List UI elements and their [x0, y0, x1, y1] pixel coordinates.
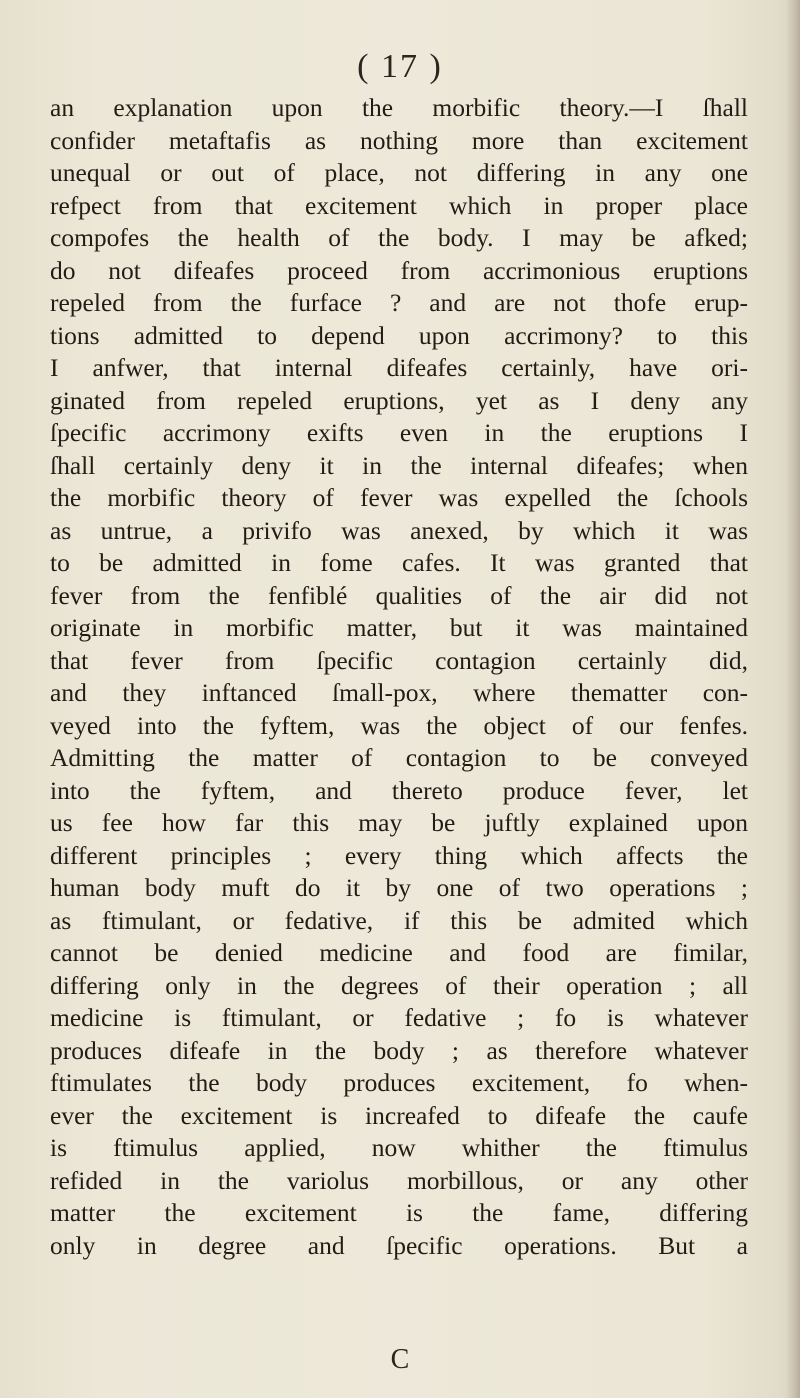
text-line: compofes the health of the body. I may be afked; — [50, 223, 748, 252]
page-edge-shadow — [786, 0, 800, 1398]
text-line: originate in morbific matter, but it was maintained — [50, 613, 748, 642]
text-line: repeled from the furface ? and are not thofe erup- — [50, 288, 748, 317]
text-line: veyed into the fyftem, was the object of our fenfes. — [50, 710, 748, 740]
text-line: into the fyftem, and thereto produce fever, let — [50, 775, 748, 805]
text-line: matter the excitement is the fame, differing — [50, 1198, 748, 1227]
text-line: only in degree and ſpecific operations. But a — [50, 1230, 748, 1260]
signature-mark: C — [390, 1344, 410, 1375]
text-line: Admitting the matter of contagion to be conveyed — [50, 743, 748, 772]
text-line: and they inftanced ſmall-pox, where thematter con- — [50, 678, 748, 707]
text-line: ever the excitement is increafed to difeafe the caufe — [50, 1100, 748, 1130]
text-line: unequal or out of place, not differing in any one — [50, 158, 748, 187]
body-text — [50, 92, 748, 1262]
text-line: as ftimulant, or fedative, if this be admited which — [50, 905, 748, 935]
text-line: medicine is ftimulant, or fedative ; fo is whatever — [50, 1003, 748, 1032]
text-line: I anfwer, that internal difeafes certainly, have ori- — [50, 353, 748, 382]
text-line: the morbific theory of fever was expelled the ſchools — [50, 483, 748, 512]
text-line: different principles ; every thing which affects the — [50, 840, 748, 870]
text-line: cannot be denied medicine and food are fimilar, — [50, 938, 748, 967]
text-line: refided in the variolus morbillous, or any other — [50, 1165, 748, 1195]
text-line: as untrue, a privifo was anexed, by which it was — [50, 515, 748, 545]
page-number: ( 17 ) — [357, 48, 443, 85]
text-line: refpect from that excitement which in proper place — [50, 190, 748, 220]
text-line: ftimulates the body produces excitement, fo when- — [50, 1068, 748, 1097]
text-line: to be admitted in fome cafes. It was granted that — [50, 548, 748, 577]
text-line: ginated from repeled eruptions, yet as I deny any — [50, 385, 748, 415]
text-line: tions admitted to depend upon accrimony? to this — [50, 320, 748, 350]
text-line: differing only in the degrees of their operation ; all — [50, 970, 748, 1000]
text-line: an explanation upon the morbific theory.—I ſhall — [50, 93, 748, 122]
text-line: produces difeafe in the body ; as therefore whatever — [50, 1035, 748, 1065]
text-line: fever from the fenfiblé qualities of the air did not — [50, 580, 748, 610]
text-line: ſpecific accrimony exifts even in the eruptions I — [50, 418, 748, 447]
text-line: ſhall certainly deny it in the internal difeafes; when — [50, 450, 748, 480]
text-line: is ftimulus applied, now whither the ftimulus — [50, 1133, 748, 1162]
text-line: confider metaftafis as nothing more than excitement — [50, 125, 748, 155]
text-line: us fee how far this may be juftly explained upon — [50, 808, 748, 837]
text-line: that fever from ſpecific contagion certainly did, — [50, 645, 748, 675]
text-line: human body muft do it by one of two operations ; — [50, 873, 748, 902]
text-line: do not difeafes proceed from accrimonious eruptions — [50, 255, 748, 285]
